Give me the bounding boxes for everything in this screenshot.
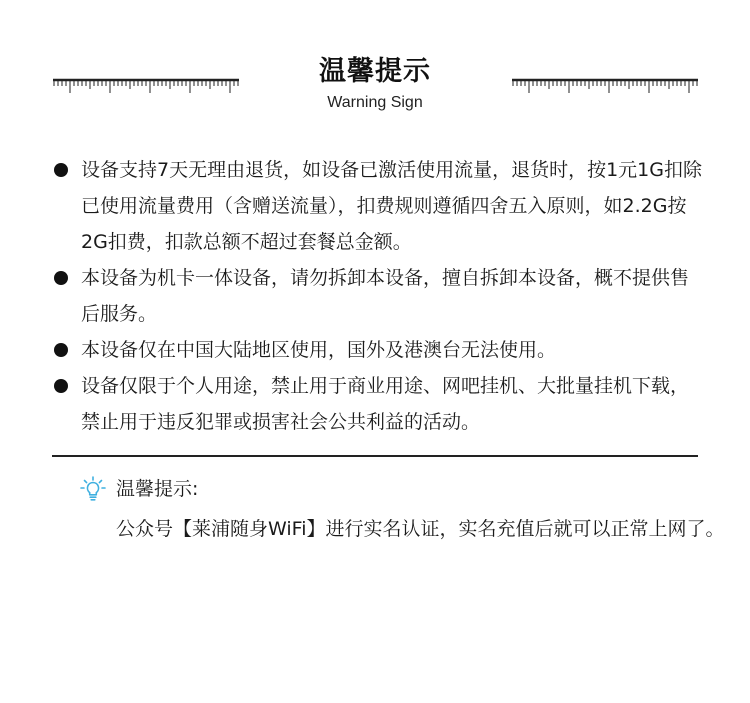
notice-item xyxy=(52,368,702,440)
section-divider xyxy=(52,455,698,457)
bullet-icon xyxy=(54,271,68,285)
notice-item xyxy=(52,152,702,260)
ruler-right-decoration xyxy=(512,78,698,94)
header xyxy=(0,52,750,122)
notice-text: 设备支持7天无理由退货，如设备已激活使用流量，退货时，按1元1G扣除已使用流量费用（含赠送流量），扣费规则遵循四舍五入原则，如2.2G按2G扣费，扣款总额不超过套餐总金额。 xyxy=(81,159,702,253)
notice-list xyxy=(52,152,702,440)
bullet-icon xyxy=(54,163,68,177)
page-subtitle: Warning Sign xyxy=(327,94,423,111)
notice-text: 本设备仅在中国大陆地区使用，国外及港澳台无法使用。 xyxy=(81,339,557,361)
notice-text: 设备仅限于个人用途，禁止用于商业用途、网吧挂机、大批量挂机下载，禁止用于违反犯罪或损害社会公共利益的活动。 xyxy=(81,375,690,433)
lightbulb-icon xyxy=(80,476,106,502)
bullet-icon xyxy=(54,343,68,357)
notice-text: 本设备为机卡一体设备，请勿拆卸本设备，擅自拆卸本设备，概不提供售后服务。 xyxy=(81,267,690,325)
tip-header xyxy=(80,474,198,504)
notice-item xyxy=(52,332,702,368)
tip-body: 公众号【莱浦随身WiFi】进行实名认证，实名充值后就可以正常上网了。 xyxy=(116,518,725,540)
tip-title: 温馨提示: xyxy=(116,478,199,500)
page-title: 温馨提示 xyxy=(319,56,431,87)
notice-item xyxy=(52,260,702,332)
bullet-icon xyxy=(54,379,68,393)
